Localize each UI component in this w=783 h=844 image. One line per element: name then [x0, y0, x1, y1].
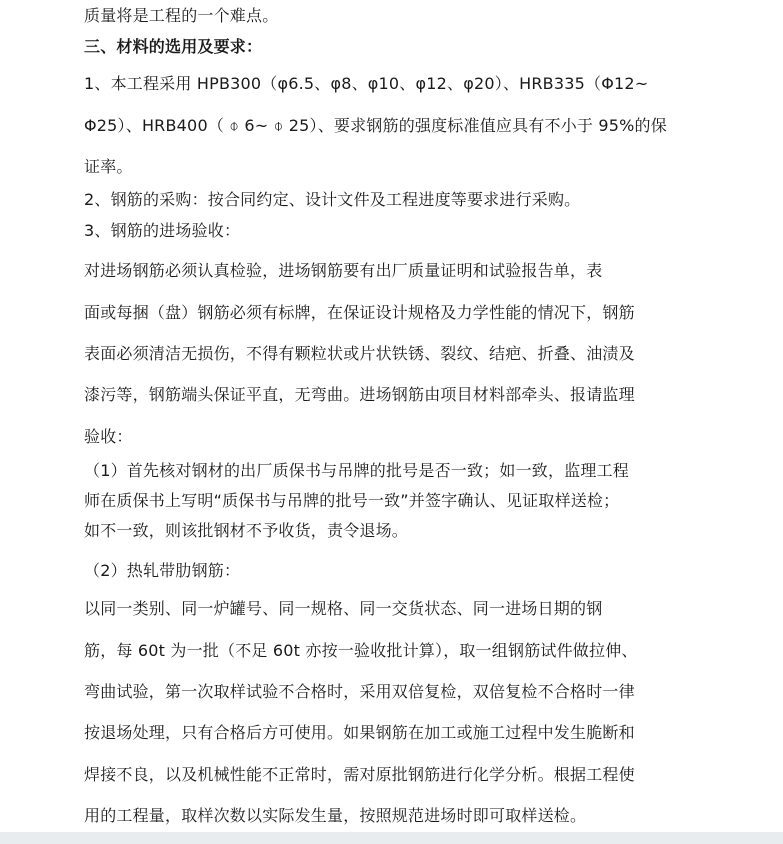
page-bottom-bar — [0, 832, 783, 844]
text-line: 2、钢筋的采购：按合同约定、设计文件及工程进度等要求进行采购。 — [84, 190, 581, 209]
text-line: 用的工程量，取样次数以实际发生量，按照规范进场时即可取样送检。 — [84, 806, 587, 825]
text-line: Φ25）、HRB400（ ⌽ 6~ ⌽ 25）、要求钢筋的强度标准值应具有不小于 95%的保 — [84, 116, 667, 135]
text-line: 弯曲试验，第一次取样试验不合格时，采用双倍复检，双倍复检不合格时一律 — [84, 682, 635, 701]
text-line: 质量将是工程的一个难点。 — [84, 6, 279, 25]
text-line: 如不一致，则该批钢材不予收货，责令退场。 — [84, 521, 409, 540]
text-line: 按退场处理，只有合格后方可使用。如果钢筋在加工或施工过程中发生脆断和 — [84, 723, 635, 742]
text-line: 表面必须清洁无损伤，不得有颗粒状或片状铁锈、裂纹、结疤、折叠、油渍及 — [84, 344, 635, 363]
section-heading: 三、材料的选用及要求： — [84, 37, 263, 56]
text-line: 以同一类别、同一炉罐号、同一规格、同一交货状态、同一进场日期的钢 — [84, 599, 603, 618]
text-line: 证率。 — [84, 157, 133, 176]
text-line: 3、钢筋的进场验收： — [84, 221, 241, 240]
text-line: 师在质保书上写明“质保书与吊牌的批号一致”并签字确认、见证取样送检； — [84, 491, 620, 510]
text-line: 漆污等，钢筋端头保证平直，无弯曲。进场钢筋由项目材料部牵头、报请监理 — [84, 385, 635, 404]
text-line: （1）首先核对钢材的出厂质保书与吊牌的批号是否一致；如一致，监理工程 — [84, 461, 629, 480]
text-line: 1、本工程采用 HPB300（φ6.5、φ8、φ10、φ12、φ20）、HRB335（Φ12~ — [84, 74, 649, 93]
text-line: 筋，每 60t 为一批（不足 60t 亦按一验收批计算），取一组钢筋试件做拉伸、 — [84, 641, 638, 660]
text-line: （2）热轧带肋钢筋： — [84, 561, 241, 580]
text-line: 对进场钢筋必须认真检验，进场钢筋要有出厂质量证明和试验报告单，表 — [84, 261, 603, 280]
text-line: 焊接不良，以及机械性能不正常时，需对原批钢筋进行化学分析。根据工程使 — [84, 765, 635, 784]
text-line: 面或每捆（盘）钢筋必须有标牌，在保证设计规格及力学性能的情况下，钢筋 — [84, 303, 635, 322]
text-line: 验收： — [84, 427, 133, 446]
